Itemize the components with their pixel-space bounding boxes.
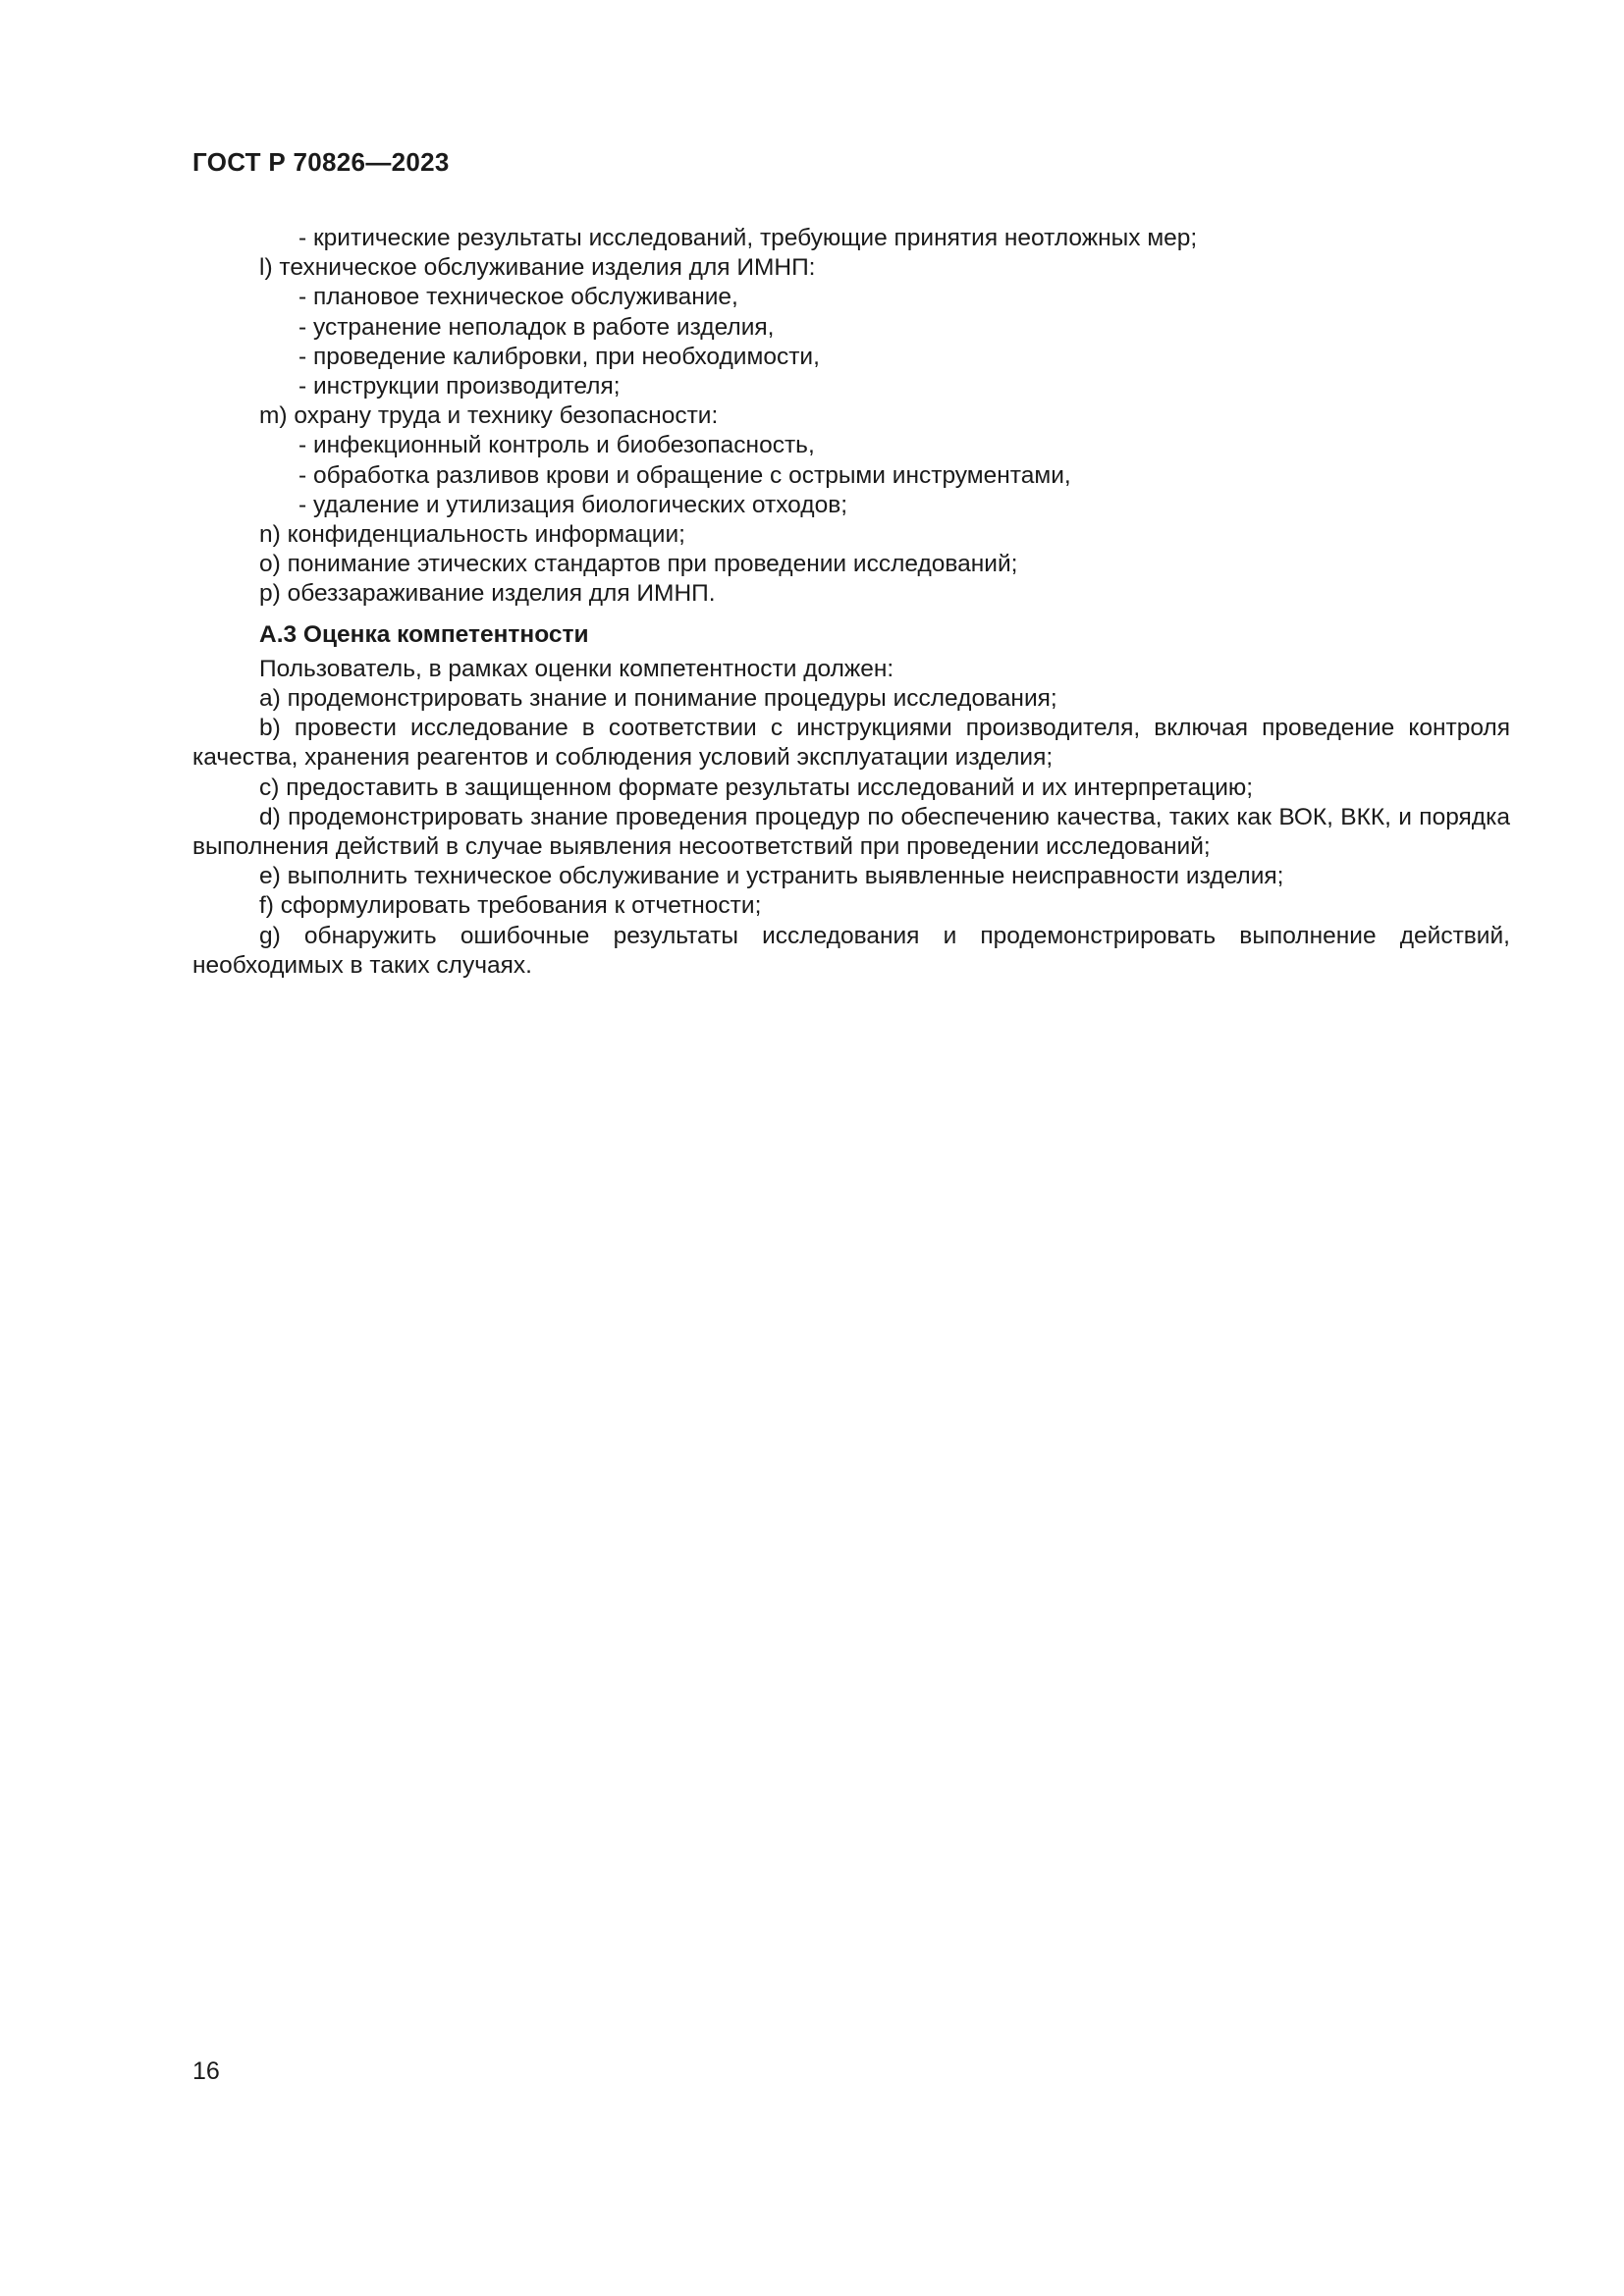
section-intro: Пользователь, в рамках оценки компетентности должен: bbox=[259, 655, 894, 682]
list-item: - критические результаты исследований, требующие принятия неотложных мер; bbox=[298, 225, 1198, 251]
section-a3-body bbox=[192, 655, 1510, 981]
assessment-item: a) продемонстрировать знание и понимание процедуры исследования; bbox=[259, 685, 1057, 713]
list-item: - инфекционный контроль и биобезопасность, bbox=[298, 432, 815, 459]
list-item: l) техническое обслуживание изделия для ИМНП: bbox=[259, 254, 816, 282]
assessment-item: g) обнаружить ошибочные результаты исследования и продемонстрировать выполнение действий, необходимых в таких случаях. bbox=[192, 922, 1510, 979]
list-item: p) обеззараживание изделия для ИМНП. bbox=[259, 580, 716, 608]
assessment-item: e) выполнить техническое обслуживание и устранить выявленные неисправности изделия; bbox=[259, 863, 1284, 890]
continued-list bbox=[192, 224, 1510, 610]
assessment-item: b) провести исследование в соответствии с инструкциями производителя, включая проведение контроля качества, хранения реагентов и соблюдения условий эксплуатации изделия; bbox=[192, 715, 1510, 772]
section-heading: А.3 Оценка компетентности bbox=[259, 620, 589, 648]
list-item: - обработка разливов крови и обращение с острыми инструментами, bbox=[298, 461, 1071, 489]
list-item: - устранение неполадок в работе изделия, bbox=[298, 313, 775, 341]
list-item: m) охрану труда и технику безопасности: bbox=[259, 402, 719, 430]
list-item: - проведение калибровки, при необходимости, bbox=[298, 343, 820, 370]
page-number: 16 bbox=[192, 2057, 220, 2085]
list-item: o) понимание этических стандартов при проведении исследований; bbox=[259, 551, 1018, 578]
list-item: - удаление и утилизация биологических отходов; bbox=[298, 491, 848, 518]
document-header: ГОСТ Р 70826—2023 bbox=[192, 147, 450, 177]
assessment-item: f) сформулировать требования к отчетности; bbox=[259, 892, 762, 920]
list-item: - инструкции производителя; bbox=[298, 373, 621, 400]
assessment-item: d) продемонстрировать знание проведения процедур по обеспечению качества, таких как ВОК, ВКК, и порядка выполнения действий в случае выявления несоответствий при проведении исследований; bbox=[192, 803, 1510, 861]
list-item: - плановое техническое обслуживание, bbox=[298, 284, 738, 311]
page-content bbox=[192, 224, 1510, 981]
assessment-item: c) предоставить в защищенном формате результаты исследований и их интерпретацию; bbox=[259, 774, 1254, 801]
list-item: n) конфиденциальность информации; bbox=[259, 521, 685, 549]
